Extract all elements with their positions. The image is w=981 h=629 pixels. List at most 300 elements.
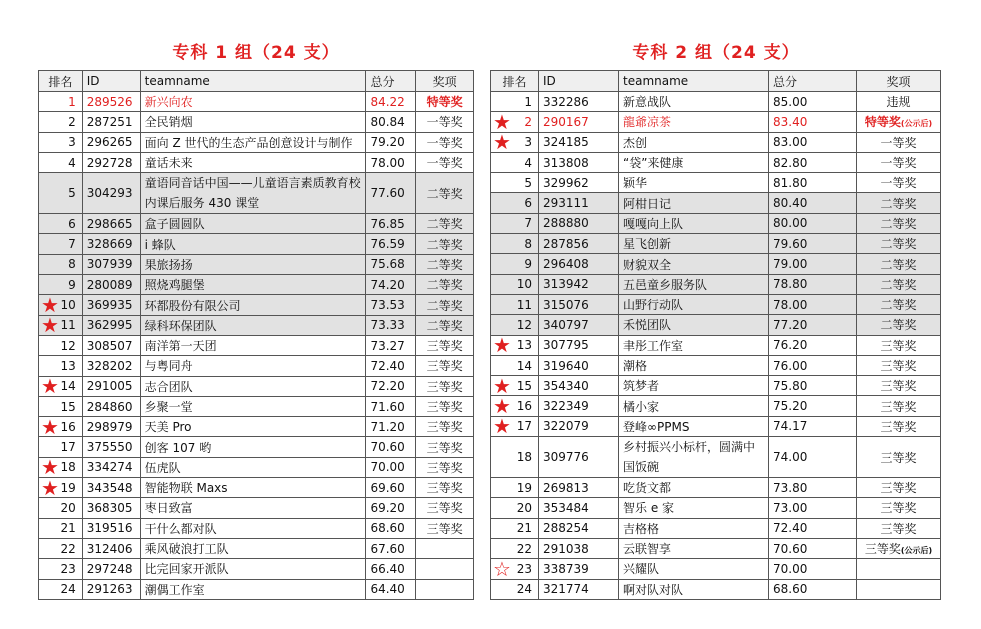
award-cell (857, 335, 941, 355)
award-label: 违规 (886, 95, 911, 110)
award-label: 一等奖 (880, 156, 917, 171)
rank-cell (39, 275, 83, 295)
award-label: 三等奖 (426, 460, 463, 475)
rank-cell (491, 294, 539, 314)
award-label: 二等奖 (426, 298, 463, 313)
table-row (491, 234, 941, 254)
score-cell: 72.40 (366, 356, 416, 376)
table-row (39, 559, 474, 579)
rank-cell (491, 355, 539, 375)
award-cell (416, 518, 474, 538)
id-cell: 334274 (82, 457, 140, 477)
award-label: 三等奖 (880, 521, 917, 536)
award-cell (857, 234, 941, 254)
rank-value: 6 (524, 196, 532, 211)
rank-cell (491, 315, 539, 335)
award-cell (416, 478, 474, 498)
id-cell: 288254 (539, 518, 619, 538)
award-label: 三等奖 (880, 399, 917, 414)
star-icon: ★ (493, 416, 511, 437)
star-icon: ★ (41, 477, 59, 498)
teamname-cell: 聿彤工作室 (619, 335, 769, 355)
award-cell (416, 559, 474, 579)
rank-cell (491, 437, 539, 478)
award-cell (857, 478, 941, 498)
id-cell: 375550 (82, 437, 140, 457)
rank-cell (491, 376, 539, 396)
award-cell (857, 254, 941, 274)
rank-cell (39, 579, 83, 599)
award-label: 二等奖 (880, 196, 917, 211)
id-cell: 290167 (539, 112, 619, 132)
award-label: 二等奖 (880, 298, 917, 313)
header-teamname: teamname (140, 71, 366, 92)
rank-value: 1 (524, 94, 532, 109)
score-cell: 73.80 (769, 478, 857, 498)
rank-value: 3 (524, 135, 532, 150)
rank-cell (39, 152, 83, 172)
rank-cell (39, 214, 83, 234)
rank-cell (491, 173, 539, 193)
award-cell (416, 275, 474, 295)
rank-cell (39, 92, 83, 112)
award-label: 一等奖 (880, 176, 917, 191)
rank-cell (39, 295, 83, 315)
id-cell: 280089 (82, 275, 140, 295)
teamname-cell: 星飞创新 (619, 234, 769, 254)
table-row (491, 579, 941, 599)
score-cell: 80.00 (769, 213, 857, 233)
id-cell: 293111 (539, 193, 619, 213)
rank-value: 22 (60, 541, 76, 556)
teamname-cell: 登峰∞PPMS (619, 416, 769, 436)
rank-value: 2 (68, 114, 76, 129)
teamname-cell: 山野行动队 (619, 294, 769, 314)
score-cell: 70.60 (366, 437, 416, 457)
id-cell: 354340 (539, 376, 619, 396)
table-row (39, 275, 474, 295)
group1-header-row (39, 71, 474, 92)
table-row (39, 538, 474, 558)
award-label: 二等奖 (426, 278, 463, 293)
table-row (39, 376, 474, 396)
table-row (491, 152, 941, 172)
rank-value: 12 (60, 338, 76, 353)
award-cell (416, 356, 474, 376)
score-cell: 84.22 (366, 92, 416, 112)
rank-value: 3 (68, 135, 76, 150)
group1-table (38, 70, 474, 600)
award-label: 一等奖 (426, 135, 463, 150)
teamname-cell: 筑梦者 (619, 376, 769, 396)
score-cell: 73.00 (769, 498, 857, 518)
rank-cell (491, 579, 539, 599)
id-cell: 307795 (539, 335, 619, 355)
rank-cell (491, 478, 539, 498)
table-row (491, 416, 941, 436)
header-id: ID (539, 71, 619, 92)
table-row (39, 295, 474, 315)
teamname-cell: 云联智享 (619, 538, 769, 558)
id-cell: 353484 (539, 498, 619, 518)
header-award: 奖项 (857, 71, 941, 92)
id-cell: 319640 (539, 355, 619, 375)
score-cell: 72.40 (769, 518, 857, 538)
score-cell: 76.00 (769, 355, 857, 375)
header-teamname: teamname (619, 71, 769, 92)
award-cell (416, 579, 474, 599)
score-cell: 69.20 (366, 498, 416, 518)
score-cell: 76.59 (366, 234, 416, 254)
award-cell (416, 112, 474, 132)
table-row (491, 193, 941, 213)
rank-cell (491, 112, 539, 132)
rank-cell (491, 254, 539, 274)
rank-value: 18 (516, 450, 532, 465)
score-cell: 80.84 (366, 112, 416, 132)
table-row (491, 437, 941, 478)
award-note: (公示后) (900, 546, 933, 556)
award-label: 三等奖 (426, 400, 463, 414)
rank-value: 8 (68, 257, 76, 272)
rank-value: 20 (60, 500, 76, 515)
rank-cell (491, 152, 539, 172)
award-cell (416, 498, 474, 518)
award-cell (857, 538, 941, 558)
id-cell: 308507 (82, 335, 140, 355)
table-row (39, 356, 474, 376)
award-cell (416, 214, 474, 234)
award-cell (416, 132, 474, 152)
header-id: ID (82, 71, 140, 92)
award-label: 特等奖 (864, 115, 901, 130)
award-label: 三等奖 (880, 450, 917, 465)
rank-value: 6 (68, 216, 76, 231)
award-cell (416, 295, 474, 315)
rank-value: 18 (60, 460, 76, 475)
table-row (491, 518, 941, 538)
score-cell: 67.60 (366, 538, 416, 558)
award-label: 三等奖 (426, 339, 463, 354)
id-cell: 362995 (82, 315, 140, 335)
teamname-cell: i 蜂队 (140, 234, 366, 254)
table-row (39, 112, 474, 132)
award-cell (416, 396, 474, 416)
rank-cell (491, 92, 539, 112)
rank-cell (491, 518, 539, 538)
score-cell: 73.27 (366, 335, 416, 355)
award-cell (857, 437, 941, 478)
group2-title: 专科 2 组（24 支） (632, 43, 800, 63)
table-row (491, 478, 941, 498)
group2-table (490, 70, 941, 600)
teamname-cell: 嘎嘎向上队 (619, 213, 769, 233)
id-cell: 338739 (539, 559, 619, 579)
award-label: 二等奖 (880, 318, 917, 333)
score-cell: 71.60 (366, 396, 416, 416)
score-cell: 73.33 (366, 315, 416, 335)
table-row (39, 518, 474, 538)
teamname-cell: 智乐 e 家 (619, 498, 769, 518)
rank-cell (39, 396, 83, 416)
hollow-star-icon: ☆ (493, 558, 511, 580)
award-label: 二等奖 (426, 257, 463, 272)
star-icon: ★ (493, 375, 511, 396)
award-cell (416, 152, 474, 172)
id-cell: 324185 (539, 132, 619, 152)
award-cell (857, 152, 941, 172)
award-label: 二等奖 (880, 237, 917, 252)
rank-cell (39, 518, 83, 538)
rank-value: 7 (68, 237, 76, 252)
rank-cell (491, 132, 539, 152)
teamname-cell: 果旅扬扬 (140, 254, 366, 274)
teamname-cell: 兴耀队 (619, 559, 769, 579)
table-row (39, 498, 474, 518)
score-cell: 76.85 (366, 214, 416, 234)
rank-value: 22 (516, 541, 532, 556)
star-icon: ★ (493, 395, 511, 417)
table-row (491, 559, 941, 579)
teamname-cell: 创客 107 哟 (140, 437, 366, 457)
award-label: 三等奖 (880, 481, 917, 496)
table-row (39, 173, 474, 214)
score-cell: 74.20 (366, 275, 416, 295)
table-row (491, 538, 941, 558)
award-cell (416, 315, 474, 335)
score-cell: 79.00 (769, 254, 857, 274)
award-label: 三等奖 (426, 379, 463, 394)
award-label: 三等奖 (426, 481, 463, 496)
rank-value: 21 (516, 521, 532, 536)
award-label: 三等奖 (880, 379, 917, 394)
rank-value: 9 (524, 257, 532, 272)
rank-value: 19 (516, 480, 532, 495)
rank-cell (39, 254, 83, 274)
award-label: 一等奖 (426, 156, 463, 171)
rank-cell (491, 274, 539, 294)
rank-value: 11 (60, 318, 76, 333)
score-cell: 70.00 (366, 457, 416, 477)
award-cell (857, 193, 941, 213)
table-row (39, 457, 474, 477)
score-cell: 71.20 (366, 417, 416, 437)
award-cell (857, 498, 941, 518)
rank-value: 4 (68, 155, 76, 170)
id-cell: 315076 (539, 294, 619, 314)
table-row (39, 92, 474, 112)
rank-cell (39, 478, 83, 498)
rank-cell (39, 335, 83, 355)
table-row (39, 335, 474, 355)
table-row (39, 254, 474, 274)
teamname-cell: 潮偶工作室 (140, 579, 366, 599)
rank-value: 7 (524, 216, 532, 231)
award-cell (416, 417, 474, 437)
rank-cell (491, 335, 539, 355)
id-cell: 296265 (82, 132, 140, 152)
table-row (491, 274, 941, 294)
id-cell: 329962 (539, 173, 619, 193)
id-cell: 269813 (539, 478, 619, 498)
star-icon: ★ (41, 457, 59, 478)
rank-value: 24 (60, 582, 76, 597)
award-cell (857, 396, 941, 416)
id-cell: 307939 (82, 254, 140, 274)
award-cell (857, 112, 941, 132)
table-row (39, 417, 474, 437)
rank-value: 15 (516, 378, 532, 393)
award-cell (416, 376, 474, 396)
rank-value: 4 (524, 155, 532, 170)
rank-cell (39, 173, 83, 214)
teamname-cell: 绿科环保团队 (140, 315, 366, 335)
score-cell: 77.60 (366, 173, 416, 214)
rank-cell (491, 538, 539, 558)
award-label: 二等奖 (426, 186, 463, 201)
teamname-cell: 面向 Z 世代的生态产品创意设计与制作 (140, 132, 366, 152)
rank-cell (39, 437, 83, 457)
score-cell: 77.20 (769, 315, 857, 335)
score-cell: 74.00 (769, 437, 857, 478)
header-score: 总分 (366, 71, 416, 92)
id-cell: 287856 (539, 234, 619, 254)
score-cell: 74.17 (769, 416, 857, 436)
score-cell: 68.60 (769, 579, 857, 599)
rank-cell (39, 112, 83, 132)
award-cell (416, 92, 474, 112)
star-icon: ★ (493, 335, 511, 356)
award-cell (857, 355, 941, 375)
award-cell (857, 518, 941, 538)
id-cell: 319516 (82, 518, 140, 538)
rank-value: 15 (60, 399, 76, 414)
teamname-cell: 颖华 (619, 173, 769, 193)
id-cell: 340797 (539, 315, 619, 335)
award-label: 特等奖 (426, 95, 463, 110)
award-label: 三等奖 (880, 359, 917, 373)
table-row (491, 213, 941, 233)
id-cell: 304293 (82, 173, 140, 214)
table-row (491, 132, 941, 152)
teamname-cell: 吉格格 (619, 518, 769, 538)
award-cell (857, 173, 941, 193)
id-cell: 321774 (539, 579, 619, 599)
table-row (491, 315, 941, 335)
score-cell: 82.80 (769, 152, 857, 172)
rank-cell (491, 396, 539, 416)
score-cell: 75.80 (769, 376, 857, 396)
rank-cell (39, 234, 83, 254)
teamname-cell: 阿柑日记 (619, 193, 769, 213)
award-label: 二等奖 (880, 277, 917, 292)
rank-cell (491, 416, 539, 436)
award-cell (857, 132, 941, 152)
award-cell (857, 274, 941, 294)
score-cell: 78.00 (366, 152, 416, 172)
table-row (491, 335, 941, 355)
id-cell: 309776 (539, 437, 619, 478)
teamname-cell: 盒子圆圆队 (140, 214, 366, 234)
award-cell (857, 579, 941, 599)
score-cell: 68.60 (366, 518, 416, 538)
teamname-cell: 全民销烟 (140, 112, 366, 132)
score-cell: 81.80 (769, 173, 857, 193)
award-cell (416, 234, 474, 254)
teamname-cell: 龍爺凉茶 (619, 112, 769, 132)
award-label: 三等奖 (880, 419, 917, 434)
rank-value: 5 (68, 186, 76, 201)
rank-cell (491, 213, 539, 233)
rank-cell (491, 234, 539, 254)
teamname-cell: “袋”来健康 (619, 152, 769, 172)
header-rank: 排名 (39, 71, 83, 92)
score-cell: 75.20 (769, 396, 857, 416)
award-label: 三等奖 (426, 501, 463, 516)
score-cell: 78.80 (769, 274, 857, 294)
award-label: 三等奖 (864, 542, 901, 557)
award-cell (857, 416, 941, 436)
id-cell: 313808 (539, 152, 619, 172)
award-label: 三等奖 (880, 501, 917, 516)
teamname-cell: 潮格 (619, 355, 769, 375)
table-row (39, 478, 474, 498)
table-row (491, 355, 941, 375)
teamname-cell: 童话未来 (140, 152, 366, 172)
award-label: 三等奖 (426, 420, 463, 435)
header-award: 奖项 (416, 71, 474, 92)
award-label: 三等奖 (426, 440, 463, 455)
award-cell (416, 538, 474, 558)
rank-cell (491, 559, 539, 579)
rank-value: 9 (68, 277, 76, 292)
score-cell: 69.60 (366, 478, 416, 498)
award-cell (857, 315, 941, 335)
rank-value: 20 (516, 500, 532, 515)
table-row (491, 92, 941, 112)
award-cell (416, 173, 474, 214)
teamname-cell: 禾悦团队 (619, 315, 769, 335)
rank-cell (39, 356, 83, 376)
id-cell: 292728 (82, 152, 140, 172)
rank-cell (39, 559, 83, 579)
score-cell: 83.40 (769, 112, 857, 132)
teamname-cell: 志合团队 (140, 376, 366, 396)
award-label: 三等奖 (880, 338, 917, 353)
id-cell: 312406 (82, 538, 140, 558)
rank-value: 17 (60, 440, 76, 455)
rank-value: 5 (524, 175, 532, 190)
teamname-cell: 干什么都对队 (140, 518, 366, 538)
score-cell: 66.40 (366, 559, 416, 579)
award-label: 二等奖 (426, 237, 463, 252)
award-label: 二等奖 (426, 318, 463, 333)
id-cell: 343548 (82, 478, 140, 498)
id-cell: 297248 (82, 559, 140, 579)
award-label: 二等奖 (880, 216, 917, 231)
award-cell (416, 254, 474, 274)
score-cell: 70.60 (769, 538, 857, 558)
table-row (39, 214, 474, 234)
score-cell: 78.00 (769, 294, 857, 314)
rank-value: 23 (60, 561, 76, 576)
score-cell: 79.20 (366, 132, 416, 152)
table-row (491, 112, 941, 132)
teamname-cell: 财貌双全 (619, 254, 769, 274)
table-row (491, 254, 941, 274)
table-row (491, 396, 941, 416)
rank-cell (39, 315, 83, 335)
